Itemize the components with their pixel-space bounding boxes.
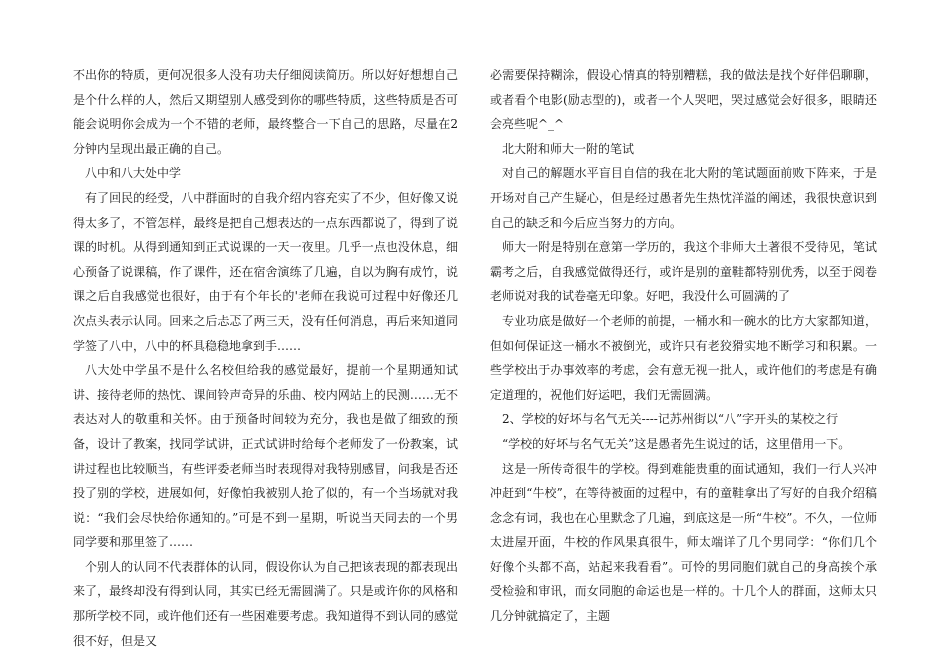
right-text-column bbox=[490, 63, 877, 629]
left-text-column bbox=[73, 63, 458, 653]
paragraph-niu-school: 这是一所传奇很牛的学校。得到难能贵重的面试通知，我们一行人兴冲冲赶到“牛校”，在等待被面的过程中，有的童鞋拿出了写好的自我介绍稿念念有词，我也在心里默念了几遍，到底这是一所“牛校”。不久，一位师太进屋开面，牛校的作风果真很牛，师太端详了几个男同学：“你们几个好像个头都不高，站起来我看看”。可怜的男同胞们就自己的身高挨个承受检验和审讯，而女同胞的命运也是一样的。十几个人的群面，这师太只几分钟就搞定了，主题 bbox=[490, 461, 877, 624]
paragraph-stay-calm: 必需要保持糊涂，假设心情真的特别糟糕，我的做法是找个好伴侣聊聊，或者看个电影(励志型的)，或者一个人哭吧，哭过感觉会好很多，眼睛还会亮些呢^_^ bbox=[490, 68, 877, 132]
paragraph-bazhong: 有了回民的经受，八中群面时的自我介绍内容充实了不少，但好像又说得太多了，不管怎样，最终是把自己想表达的一点东西都说了，得到了说课的时机。从得到通知到正式说课的一天一夜里。几乎一点也没休息，细心预备了说课稿，作了课件，还在宿舍演练了几遍，自以为胸有成竹，说课之后自我感觉也很好，由于有个年长的'老师在我说可过程中好像还几次点头表示认同。回来之后忐忑了两三天，没有任何消息，再后来知道同学签了八中，八中的杯具稳稳地拿到手…… bbox=[73, 190, 458, 353]
heading-section-2: 2、学校的好坏与名气无关----记苏州街以“八”字开头的某校之行 bbox=[502, 412, 839, 427]
paragraph-professional-skill: 专业功底是做好一个老师的前提，一桶水和一碗水的比方大家都知道，但如何保证这一桶水不被倒光，或许只有老狡猾实地不断学习和积累。一些学校出于办事效率的考虑，会有意无视一批人，或许他们的考虑是有确定道理的，祝他们好运吧，我们无需圆满。 bbox=[490, 313, 877, 402]
paragraph-beidafu: 对自己的解题水平盲目自信的我在北大附的笔试题面前败下阵来，于是开场对自己产生疑心，但是经过愚者先生热忱洋溢的阐述，我很快意识到自己的缺乏和今后应当努力的方向。 bbox=[490, 166, 877, 230]
heading-bazhong-badachu: 八中和八大处中学 bbox=[85, 166, 182, 181]
paragraph-resume-advice: 不出你的特质，更何况很多人没有功夫仔细阅读简历。所以好好想想自己是个什么样的人，然后又期望别人感受到你的哪些特质，这些特质是否可能会说明你会成为一个不错的老师，最终整合一下自己的思路，尽量在2分钟内呈现出最正确的自己。 bbox=[73, 68, 458, 156]
paragraph-quote: “学校的好坏与名气无关”这是愚者先生说过的话，这里借用一下。 bbox=[502, 436, 851, 451]
paragraph-recognition: 个别人的认同不代表群体的认同，假设你认为自己把该表现的都表现出来了，最终却没有得到认同，其实已经无需圆满了。只是或许你的风格和那所学校不同，或许他们还有一些困难要考虑。我知道得不到认同的感觉很不好，但是又 bbox=[73, 559, 458, 648]
paragraph-badachu: 八大处中学虽不是什么名校但给我的感觉最好，提前一个星期通知试讲、接待老师的热忱、课间铃声奇异的乐曲、校内网站上的民测……无不表达对人的敬重和关怀。由于预备时间较为充分，我也是做了细致的预备，设计了教案，找同学试讲，正式试讲时给每个老师发了一份教案，试讲过程也比较顺当，有些评委老师当时表现得对我特别感冒，问我是否还投了别的学校，进展如何，好像怕我被别人抢了似的，有一个当场就对我说：“我们会尽快给你通知的。”可是不到一星期，听说当天同去的一个男同学要和那里签了…… bbox=[73, 363, 458, 550]
paragraph-shidayifu: 师大一附是特别在意第一学历的，我这个非师大土著很不受待见，笔试霸考之后，自我感觉做得还行，或许是别的童鞋都特别优秀，以至于阅卷老师说对我的试卷毫无印象。好吧，我没什么可圆满的了 bbox=[490, 240, 877, 304]
heading-written-exams: 北大附和师大一附的笔试 bbox=[502, 141, 635, 156]
